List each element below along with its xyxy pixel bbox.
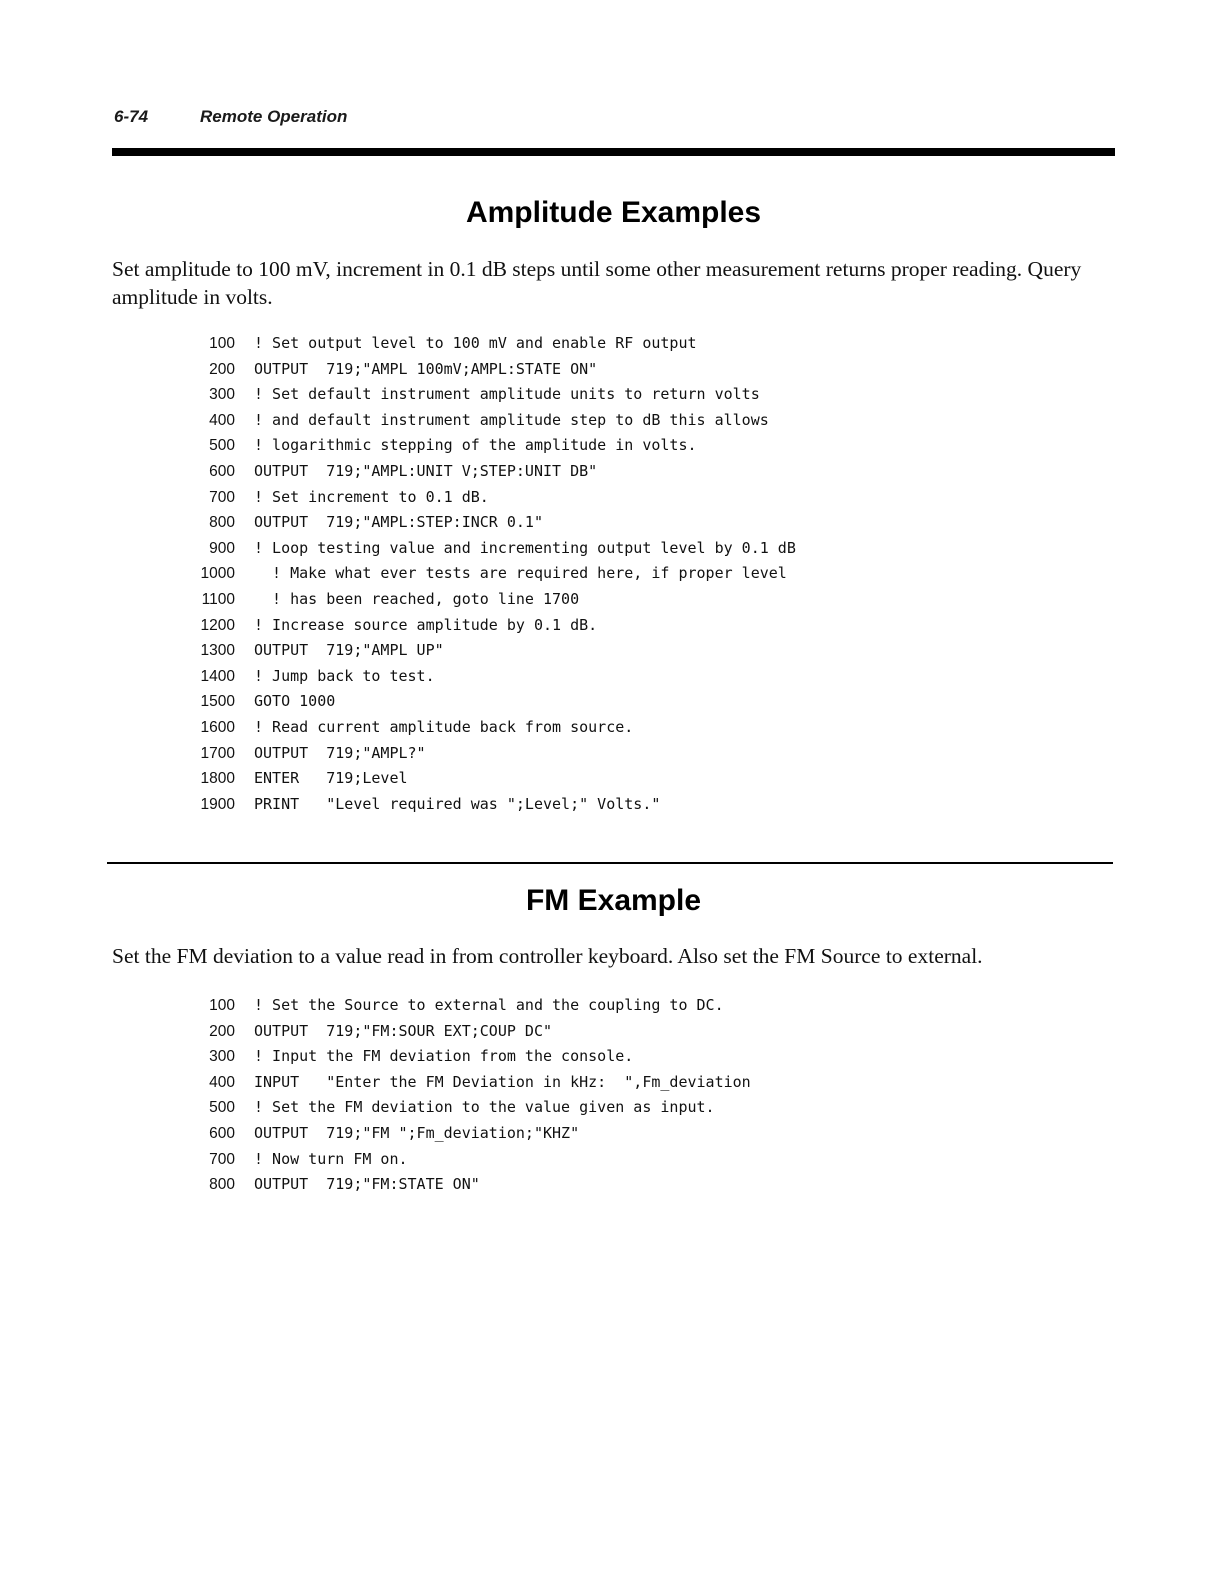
line-number: 400 [209, 1073, 235, 1091]
line-number: 800 [209, 514, 235, 532]
line-number: 1500 [200, 693, 235, 711]
line-code: INPUT "Enter the FM Deviation in kHz: ",Fm_deviation [254, 1072, 751, 1091]
line-number: 700 [209, 1150, 235, 1168]
line-code: ! Make what ever tests are required here, if proper level [254, 564, 787, 583]
line-number: 1400 [200, 667, 235, 685]
line-code: ! Loop testing value and incrementing output level by 0.1 dB [254, 538, 796, 557]
line-number: 100 [209, 335, 235, 352]
line-number: 500 [209, 1099, 235, 1117]
code-line [190, 539, 796, 565]
line-code: ! Increase source amplitude by 0.1 dB. [254, 615, 598, 634]
line-number: 1100 [201, 590, 235, 608]
code-line [190, 1073, 751, 1099]
line-number: 200 [209, 1022, 235, 1040]
line-code: ! and default instrument amplitude step to dB this allows [254, 410, 769, 429]
code-line [190, 641, 796, 667]
line-code: ! Set the Source to external and the coupling to DC. [254, 996, 724, 1014]
line-number: 1900 [200, 795, 235, 813]
line-number: 1000 [200, 565, 235, 583]
code-line [190, 1175, 751, 1201]
line-number: 200 [209, 360, 235, 378]
code-line [190, 1022, 751, 1048]
fm-description: Set the FM deviation to a value read in from controller keyboard. Also set the FM Source to external. [112, 944, 983, 968]
code-line [190, 795, 796, 821]
code-line [190, 1124, 751, 1150]
section-divider [107, 862, 1113, 864]
line-number: 1200 [200, 616, 235, 634]
fm-code-listing [190, 996, 751, 1201]
line-number: 600 [209, 462, 235, 480]
line-number: 900 [209, 539, 235, 557]
line-code: ! Set increment to 0.1 dB. [254, 487, 489, 506]
line-number: 1800 [200, 770, 235, 788]
page-header [114, 107, 347, 127]
code-line [190, 488, 796, 514]
line-code: ! logarithmic stepping of the amplitude in volts. [254, 436, 697, 455]
line-code: PRINT "Level required was ";Level;" Volts." [254, 794, 661, 813]
code-line [190, 462, 796, 488]
code-line [190, 667, 796, 693]
line-code: OUTPUT 719;"AMPL 100mV;AMPL:STATE ON" [254, 359, 598, 378]
code-line [190, 436, 796, 462]
line-number: 400 [209, 411, 235, 429]
code-line [190, 718, 796, 744]
amplitude-title: Amplitude Examples [465, 196, 762, 229]
code-line [190, 744, 796, 770]
code-line [190, 360, 796, 386]
section-name: Remote Operation [200, 107, 348, 126]
line-code: ! Jump back to test. [254, 666, 435, 685]
code-line [190, 996, 751, 1022]
line-code: OUTPUT 719;"FM:SOUR EXT;COUP DC" [254, 1021, 553, 1040]
code-line [190, 564, 796, 590]
code-line [190, 769, 796, 795]
code-line [190, 616, 796, 642]
line-number: 600 [209, 1124, 235, 1142]
line-code: ENTER 719;Level [254, 769, 408, 788]
line-code: ! Set the FM deviation to the value given as input. [254, 1098, 715, 1117]
amplitude-description: Set amplitude to 100 mV, increment in 0.1 dB steps until some other measurement returns proper reading. Query amplitude in volts. [112, 257, 1082, 309]
line-number: 1300 [200, 642, 235, 660]
line-number: 100 [209, 997, 235, 1014]
code-line [190, 385, 796, 411]
code-line [190, 692, 796, 718]
line-code: OUTPUT 719;"AMPL UP" [254, 641, 444, 660]
line-code: OUTPUT 719;"AMPL?" [254, 743, 426, 762]
line-code: OUTPUT 719;"AMPL:UNIT V;STEP:UNIT DB" [254, 461, 598, 480]
line-number: 800 [209, 1176, 235, 1194]
line-code: OUTPUT 719;"FM:STATE ON" [254, 1175, 480, 1194]
code-line [190, 513, 796, 539]
amplitude-code-listing [190, 334, 796, 820]
code-line [190, 1098, 751, 1124]
line-number: 700 [209, 488, 235, 506]
header-rule [112, 148, 1115, 156]
line-code: ! Read current amplitude back from source. [254, 717, 634, 736]
page-number: 6-74 [114, 107, 149, 126]
line-code: ! Now turn FM on. [254, 1149, 408, 1168]
line-number: 1600 [200, 718, 235, 736]
line-number: 300 [209, 1048, 235, 1066]
line-number: 500 [209, 437, 235, 455]
code-line [190, 334, 796, 360]
line-code: OUTPUT 719;"AMPL:STEP:INCR 0.1" [254, 513, 543, 532]
line-code: ! Input the FM deviation from the console. [254, 1047, 634, 1066]
line-code: ! has been reached, goto line 1700 [254, 589, 580, 608]
code-line [190, 590, 796, 616]
fm-title: FM Example [525, 884, 702, 917]
line-code: OUTPUT 719;"FM ";Fm_deviation;"KHZ" [254, 1123, 580, 1142]
line-code: ! Set default instrument amplitude units to return volts [254, 385, 760, 404]
code-line [190, 1150, 751, 1176]
line-code: ! Set output level to 100 mV and enable RF output [254, 334, 697, 352]
code-line [190, 1047, 751, 1073]
line-code: GOTO 1000 [254, 692, 336, 711]
code-line [190, 411, 796, 437]
line-number: 300 [209, 386, 235, 404]
line-number: 1700 [200, 744, 235, 762]
